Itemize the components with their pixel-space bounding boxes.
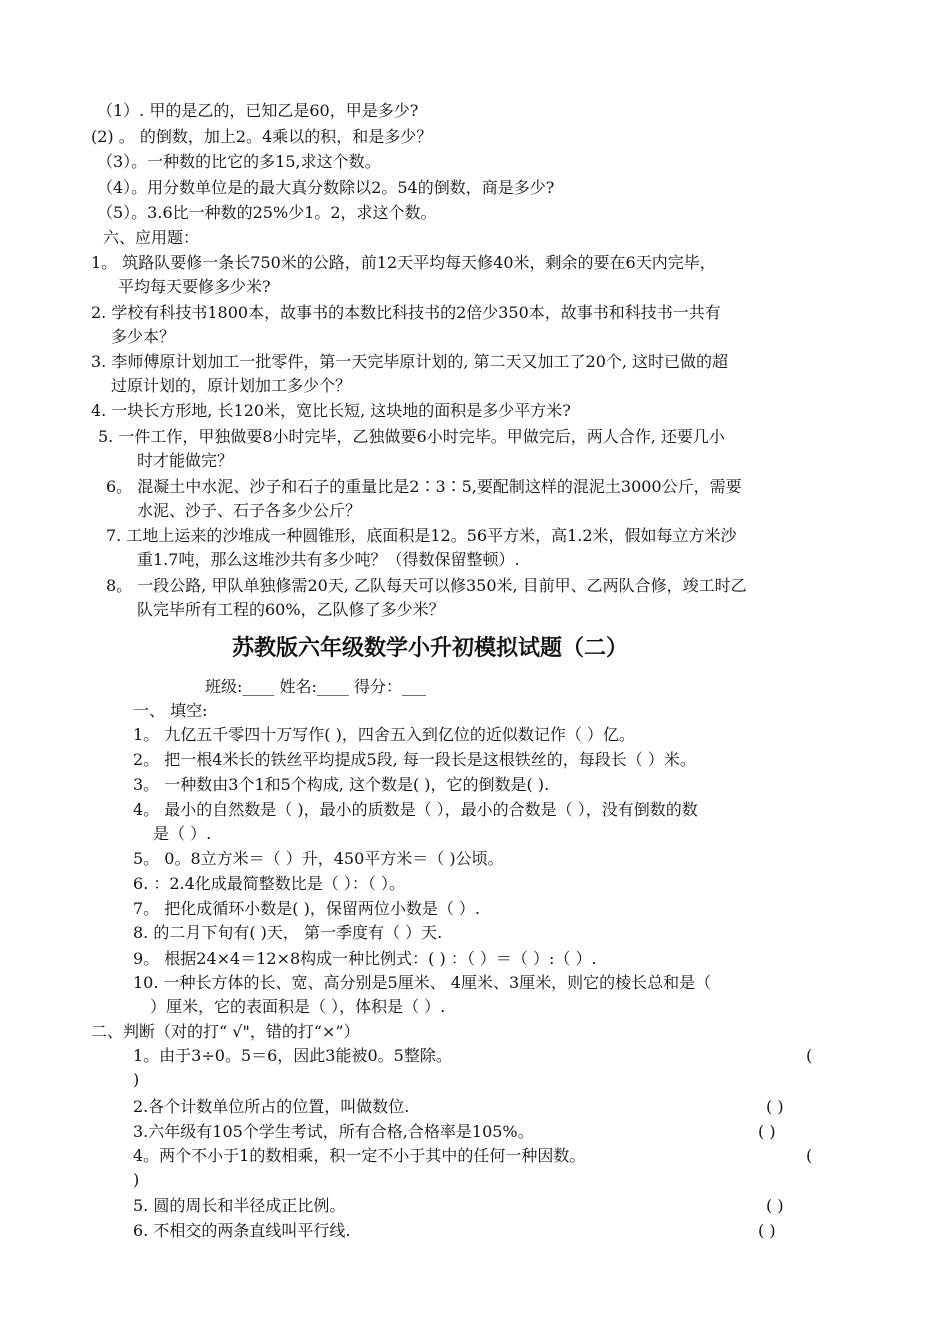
judge-item-1: 1。由于3÷0。5＝6，因此3能被0。5整除。 xyxy=(133,1046,452,1065)
question-4: （4）。用分数单位是的最大真分数除以2。54的倒数，商是多少? xyxy=(97,178,555,197)
judge-heading: 二、判断（对的打“ √"，错的打“×”） xyxy=(91,1022,360,1041)
judge-item-3-paren: ( ) xyxy=(758,1122,776,1141)
app-problem-8-cont: 队完毕所有工程的60%，乙队修了多少米？ xyxy=(137,600,445,619)
fill-item-4: 4。 最小的自然数是（ )，最小的质数是（ ），最小的合数是（ ），没有倒数的数 xyxy=(133,800,698,819)
judge-item-2: 2.各个计数单位所占的位置，叫做数位. xyxy=(133,1097,410,1116)
judge-item-5: 5. 圆的周长和半径成正比例。 xyxy=(133,1196,346,1215)
app-problem-2: 2. 学校有科技书1800本，故事书的本数比科技书的2倍少350本，故事书和科技书一共有 xyxy=(91,303,721,322)
judge-item-4-paren: ( xyxy=(806,1146,813,1165)
fill-item-7: 7。 把化成循环小数是( )，保留两位小数是（ ）. xyxy=(133,899,481,918)
app-problem-8: 8。 一段公路, 甲队单独修需20天, 乙队每天可以修350米, 目前甲、乙两队合修，竣工时乙 xyxy=(106,576,747,595)
fill-item-10-cont: ）厘米，它的表面积是（ ），体积是（ ）. xyxy=(150,997,446,1016)
question-1: （1）. 甲的是乙的，已知乙是60，甲是多少? xyxy=(97,101,419,120)
fill-item-3: 3。 一种数由3个1和5个构成, 这个数是( )，它的倒数是( ). xyxy=(133,775,550,794)
judge-item-6-paren: ( ) xyxy=(758,1221,776,1240)
app-problem-3: 3. 李师傅原计划加工一批零件，第一天完毕原计划的, 第二天又加工了20个, 这时已做的超 xyxy=(91,352,729,371)
fill-item-6: 6. ：2.4化成最简整数比是（ ）：（ ）。 xyxy=(133,874,405,893)
app-problem-7-cont: 重1.7吨，那么这堆沙共有多少吨？（得数保留整顿）. xyxy=(137,550,520,569)
fill-item-9: 9。 根据24×4＝12×8构成一种比例式：( ) ：（ ）＝（ ）:（ ）. xyxy=(133,949,597,968)
fill-item-5: 5。 0。8立方米＝（ ）升，450平方米＝（ )公顷。 xyxy=(133,849,504,868)
page-title: 苏教版六年级数学小升初模拟试题（二） xyxy=(231,636,628,661)
judge-item-4-paren-close: ) xyxy=(133,1170,140,1189)
judge-item-5-paren: ( ) xyxy=(766,1196,784,1215)
app-problem-7: 7. 工地上运来的沙堆成一种圆锥形，底面积是12。56平方米，高1.2米，假如每立方米沙 xyxy=(106,526,737,545)
app-problem-1: 1。 筑路队要修一条长750米的公路，前12天平均每天修40米，剩余的要在6天内完毕， xyxy=(91,253,716,272)
app-problem-2-cont: 多少本？ xyxy=(111,327,176,346)
app-problem-6: 6。 混凝土中水泥、沙子和石子的重量比是2∶3∶5,要配制这样的混泥土3000公斤，需要 xyxy=(106,477,742,496)
app-problem-5-cont: 时才能做完？ xyxy=(137,451,234,470)
fill-item-2: 2。 把一根4米长的铁丝平均提成5段, 每一段长是这根铁丝的，每段长（ ）米。 xyxy=(133,750,696,769)
app-problem-1-cont: 平均每天要修多少米? xyxy=(118,277,271,296)
app-problem-3-cont: 过原计划的，原计划加工多少个？ xyxy=(111,376,352,395)
fill-item-10: 10. 一种长方体的长、宽、高分别是5厘米、 4厘米、3厘米，则它的棱长总和是（ xyxy=(133,973,712,992)
student-info-line: 班级:____ 姓名:____ 得分：___ xyxy=(205,677,426,696)
judge-item-6: 6. 不相交的两条直线叫平行线. xyxy=(133,1221,351,1240)
fill-item-1: 1。 九亿五千零四十万写作( )，四舍五入到亿位的近似数记作（ ）亿。 xyxy=(133,725,635,744)
app-problem-5: 5. 一件工作，甲独做要8小时完毕，乙独做要6小时完毕。甲做完后，两人合作, 还要几小 xyxy=(98,427,725,446)
fill-item-8: 8. 的二月下旬有( )天， 第一季度有（ ）天. xyxy=(133,923,443,942)
question-2: (2) 。 的倒数，加上2。4乘以的积，和是多少？ xyxy=(91,127,433,146)
fill-item-4-cont: 是（ ）. xyxy=(153,824,212,843)
section6-heading: 六、应用题： xyxy=(103,228,200,247)
question-3: （3）。一种数的比它的多15,求这个数。 xyxy=(97,152,381,171)
judge-item-4: 4。两个不小于1的数相乘，积一定不小于其中的任何一种因数。 xyxy=(133,1146,586,1165)
app-problem-6-cont: 水泥、沙子、石子各多少公斤？ xyxy=(137,501,362,520)
judge-item-2-paren: ( ) xyxy=(766,1097,784,1116)
fill-heading: 一、 填空: xyxy=(133,701,208,720)
app-problem-4: 4. 一块长方形地, 长120米，宽比长短, 这块地的面积是多少平方米? xyxy=(91,401,571,420)
question-5: （5）。3.6比一种数的25%少1。2，求这个数。 xyxy=(97,203,437,222)
judge-item-1-paren: ( xyxy=(806,1046,813,1065)
judge-item-1-paren-close: ) xyxy=(133,1070,140,1089)
judge-item-3: 3.六年级有105个学生考试，所有合格,合格率是105%。 xyxy=(133,1122,534,1141)
